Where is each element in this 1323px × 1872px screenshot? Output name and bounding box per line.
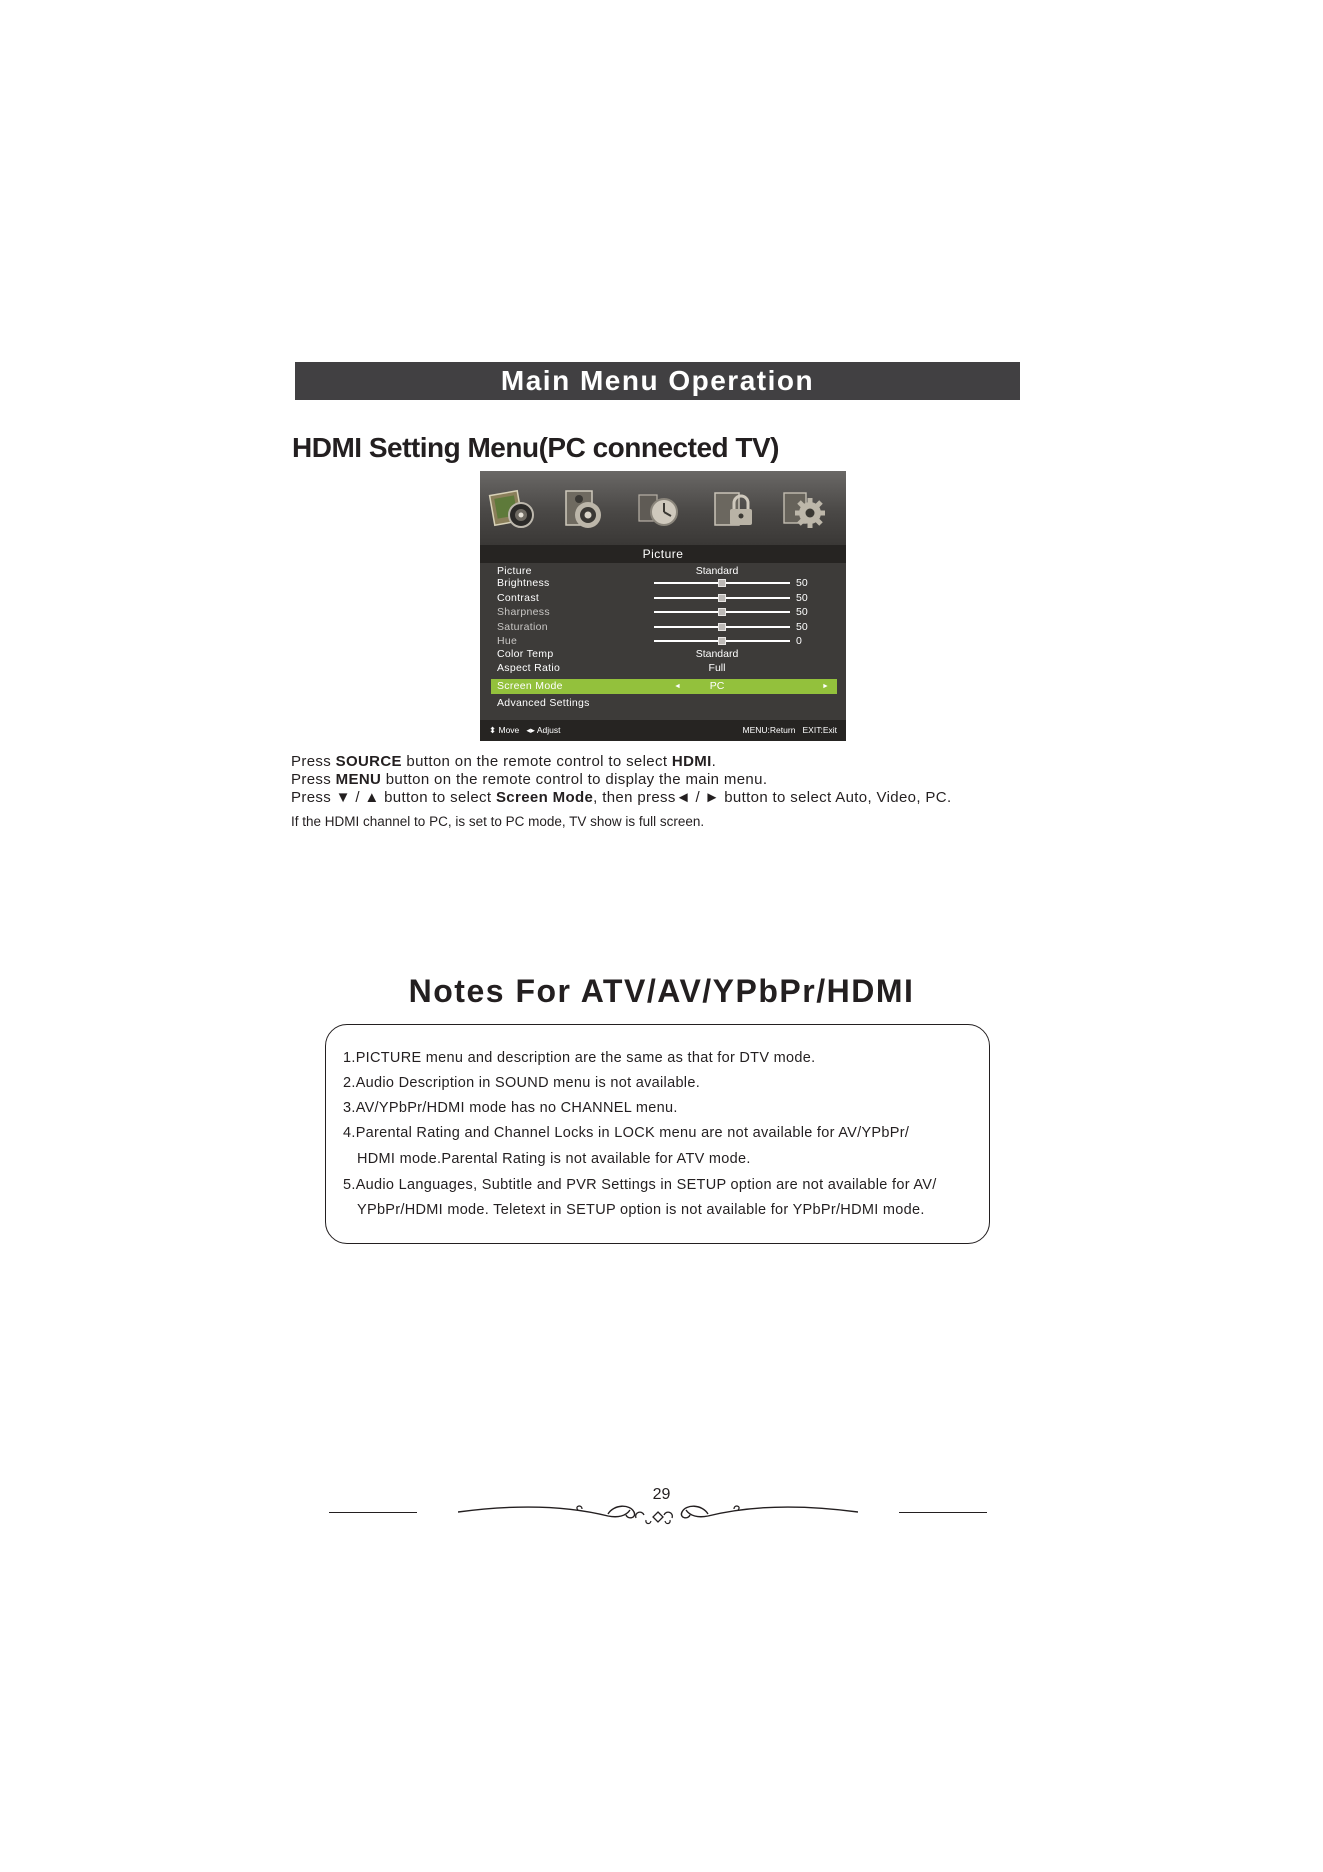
note-line: 5.Audio Languages, Subtitle and PVR Settings in SETUP option are not available for AV/ — [343, 1177, 937, 1193]
note-line: YPbPr/HDMI mode. Teletext in SETUP option is not available for YPbPr/HDMI mode. — [357, 1202, 925, 1218]
left-right-arrows-icon: ◄ / ► — [675, 789, 720, 806]
footer-return: MENU:Return — [742, 725, 796, 735]
picture-icon[interactable] — [488, 485, 538, 533]
osd-label: Screen Mode — [497, 680, 563, 692]
text: button to select — [379, 789, 496, 806]
text: button on the remote control to display the main menu. — [381, 771, 768, 788]
note-line: 1.PICTURE menu and description are the same as that for DTV mode. — [343, 1050, 816, 1066]
osd-label: Brightness — [497, 577, 550, 589]
left-arrow-icon[interactable]: ◄ — [674, 683, 681, 690]
key-name: HDMI — [671, 753, 712, 770]
osd-footer-hints — [489, 720, 560, 741]
footer-move: Move — [498, 725, 520, 735]
osd-label: Sharpness — [497, 606, 550, 618]
banner-title: Main Menu Operation — [500, 365, 815, 396]
text: Press — [291, 771, 336, 788]
key-name: MENU — [335, 771, 382, 788]
osd-row-brightness[interactable] — [497, 576, 842, 590]
slider-knob[interactable] — [718, 637, 726, 645]
osd-row-contrast[interactable] — [497, 591, 842, 605]
note-line: 2.Audio Description in SOUND menu is not available. — [343, 1075, 701, 1091]
hue-slider[interactable] — [654, 640, 790, 642]
contrast-slider[interactable] — [654, 597, 790, 599]
osd-label: Color Temp — [497, 648, 554, 660]
osd-icon-bar — [480, 471, 846, 545]
lock-icon[interactable] — [709, 485, 759, 533]
note-line: HDMI mode.Parental Rating is not available for ATV mode. — [357, 1151, 751, 1167]
notes-heading: Notes For ATV/AV/YPbPr/HDMI — [408, 973, 915, 1009]
text: Press — [291, 789, 336, 806]
osd-label: Saturation — [497, 621, 548, 633]
osd-number: 50 — [796, 577, 808, 589]
osd-row-hue[interactable] — [497, 634, 842, 648]
page-number: 29 — [652, 1486, 671, 1503]
osd-row-advanced-settings[interactable] — [497, 696, 842, 710]
osd-value: Standard — [695, 565, 739, 577]
clock-icon[interactable] — [635, 485, 685, 533]
slider-knob[interactable] — [718, 579, 726, 587]
tv-osd-menu — [480, 471, 846, 741]
osd-label: Aspect Ratio — [497, 662, 561, 674]
osd-row-sharpness[interactable] — [497, 605, 842, 619]
key-name: Screen Mode — [495, 789, 594, 806]
saturation-slider[interactable] — [654, 626, 790, 628]
text: Press — [291, 753, 336, 770]
footer-rule-left — [329, 1512, 417, 1513]
osd-label: Advanced Settings — [497, 697, 590, 709]
footer-adjust: Adjust — [536, 725, 561, 735]
osd-label: Hue — [497, 635, 518, 647]
osd-row-screen-mode[interactable] — [491, 679, 837, 694]
sharpness-slider[interactable] — [654, 611, 790, 613]
section-heading: HDMI Setting Menu(PC connected TV) — [292, 432, 779, 463]
osd-menu-title: Picture — [480, 545, 846, 563]
osd-number: 50 — [796, 592, 808, 604]
osd-row-saturation[interactable] — [497, 620, 842, 634]
section-banner — [295, 362, 1020, 400]
text: button to select Auto, Video, PC. — [719, 789, 952, 806]
footer-exit: EXIT:Exit — [802, 725, 837, 735]
text: , then press — [593, 789, 676, 806]
instruction-line-1 — [291, 753, 716, 771]
key-name: SOURCE — [335, 753, 402, 770]
osd-label: Picture — [497, 565, 532, 577]
sound-icon[interactable] — [560, 485, 610, 533]
up-down-arrows-icon: ⬍ — [489, 725, 497, 735]
left-right-arrows-icon: ◂▸ — [526, 725, 535, 735]
osd-row-color-temp[interactable] — [497, 647, 842, 661]
brightness-slider[interactable] — [654, 582, 790, 584]
instruction-line-3 — [291, 789, 951, 807]
osd-footer — [480, 720, 846, 741]
slider-knob[interactable] — [718, 623, 726, 631]
text: . — [711, 753, 717, 770]
text: button on the remote control to select — [401, 753, 672, 770]
osd-value: Standard — [695, 648, 739, 660]
right-arrow-icon[interactable]: ► — [822, 683, 829, 690]
scroll-ornament-icon — [458, 1494, 858, 1530]
footer-rule-right — [899, 1512, 987, 1513]
osd-row-aspect-ratio[interactable] — [497, 661, 842, 675]
note-line: 4.Parental Rating and Channel Locks in LOCK menu are not available for AV/YPbPr/ — [343, 1125, 910, 1141]
osd-number: 50 — [796, 621, 808, 633]
setup-icon[interactable] — [780, 485, 830, 533]
note-line: 3.AV/YPbPr/HDMI mode has no CHANNEL menu. — [343, 1100, 678, 1116]
osd-value: Full — [708, 662, 726, 674]
instruction-line-2 — [291, 771, 767, 789]
osd-footer-keys — [743, 720, 837, 741]
osd-number: 0 — [796, 635, 802, 647]
osd-label: Contrast — [497, 592, 540, 604]
down-up-arrows-icon: ▼ / ▲ — [335, 789, 380, 806]
osd-number: 50 — [796, 606, 808, 618]
osd-value: PC — [709, 680, 725, 692]
slider-knob[interactable] — [718, 608, 726, 616]
slider-knob[interactable] — [718, 594, 726, 602]
instruction-note: If the HDMI channel to PC, is set to PC mode, TV show is full screen. — [291, 814, 705, 829]
